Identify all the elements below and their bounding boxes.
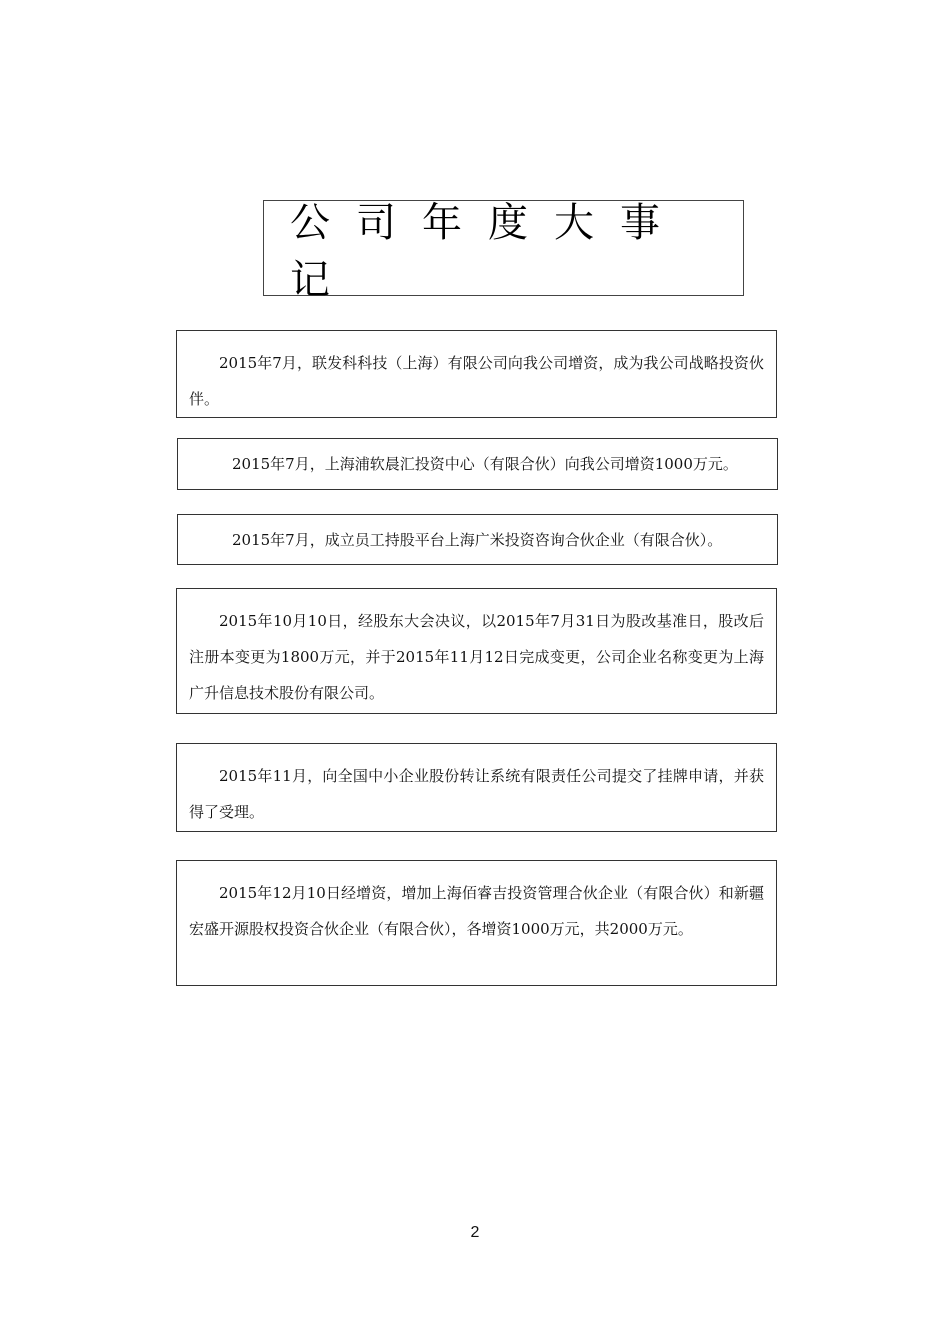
- event-box: [177, 438, 778, 490]
- title-box: [263, 200, 744, 303]
- event-box: [176, 330, 777, 418]
- event-box: [176, 860, 777, 986]
- event-text: 2015年7月，联发科科技（上海）有限公司向我公司增资，成为我公司战略投资伙伴。: [189, 354, 764, 408]
- event-box: [177, 514, 778, 565]
- page-title: 公司年度大事记: [290, 200, 686, 303]
- event-box: [176, 588, 777, 714]
- page-number: 2: [470, 1224, 480, 1241]
- event-text: 2015年10月10日，经股东大会决议，以2015年7月31日为股改基准日，股改后注册本变更为1800万元，并于2015年11月12日完成变更，公司企业名称变更为上海广升信息技术股份有限公司。: [189, 612, 764, 702]
- event-box: [176, 743, 777, 832]
- event-text: 2015年7月，上海浦软晨汇投资中心（有限合伙）向我公司增资1000万元。: [232, 455, 738, 473]
- event-text: 2015年7月，成立员工持股平台上海广米投资咨询合伙企业（有限合伙）。: [232, 530, 723, 549]
- event-text: 2015年11月，向全国中小企业股份转让系统有限责任公司提交了挂牌申请，并获得了受理。: [189, 767, 764, 821]
- event-text: 2015年12月10日经增资，增加上海佰睿吉投资管理合伙企业（有限合伙）和新疆宏盛开源股权投资合伙企业（有限合伙），各增资1000万元，共2000万元。: [189, 884, 764, 938]
